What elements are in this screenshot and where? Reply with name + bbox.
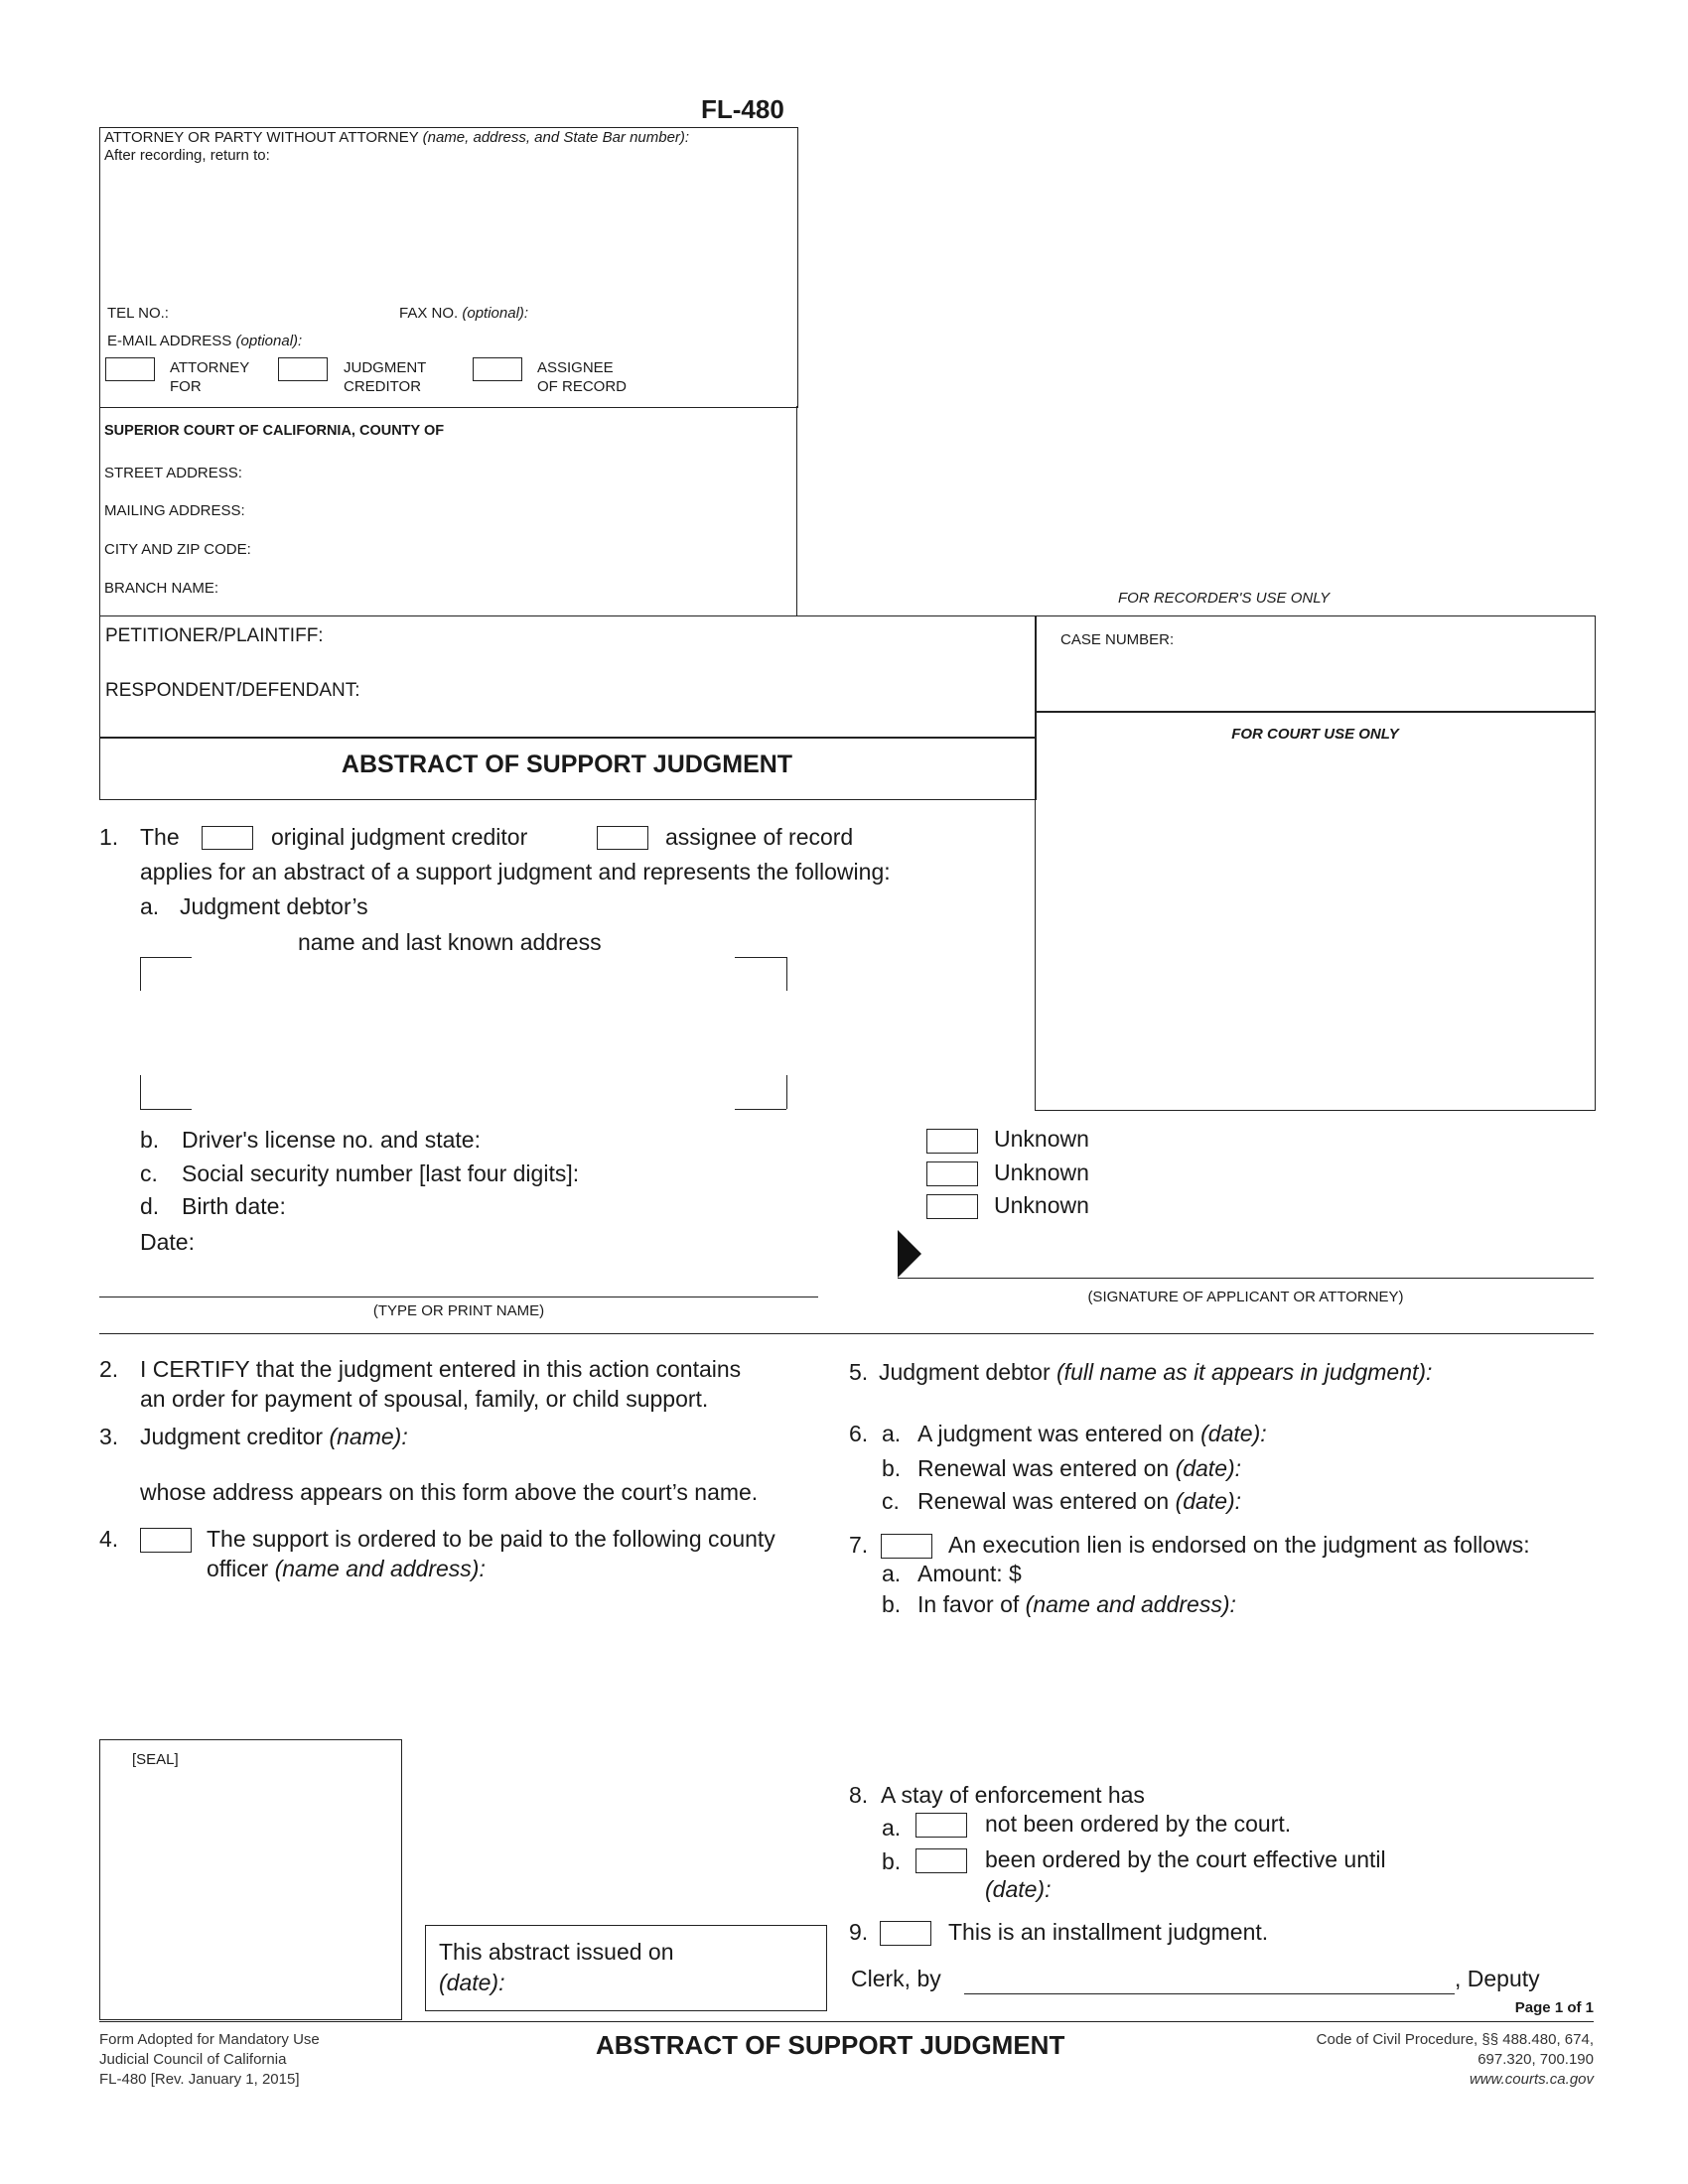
item6c-label: Renewal was entered on (date): (917, 1488, 1242, 1514)
item7a-letter: a. (882, 1561, 902, 1586)
item4-line2: officer (name and address): (207, 1556, 486, 1581)
attorney-for-label: ATTORNEY FOR (170, 359, 250, 395)
ssn-unknown-label: Unknown (994, 1160, 1089, 1185)
respondent-label: RESPONDENT/DEFENDANT: (105, 680, 360, 701)
item7b-label: In favor of (name and address): (917, 1591, 1236, 1617)
item4-line1: The support is ordered to be paid to the following county (207, 1526, 775, 1552)
court-use-box (1035, 711, 1596, 1111)
branch-name-label: BRANCH NAME: (104, 580, 219, 597)
ssn-unknown-checkbox[interactable] (926, 1161, 978, 1186)
city-zip-label: CITY AND ZIP CODE: (104, 541, 251, 558)
court-box-right (796, 406, 797, 615)
case-number-box (1035, 615, 1596, 713)
seal-label: [SEAL] (132, 1751, 179, 1768)
item5-number: 5. (849, 1359, 869, 1385)
judgment-creditor-label: JUDGMENT CREDITOR (344, 359, 427, 395)
court-use-label: FOR COURT USE ONLY (1231, 726, 1399, 743)
tel-label: TEL NO.: (107, 305, 169, 322)
item7b-letter: b. (882, 1591, 902, 1617)
license-unknown-checkbox[interactable] (926, 1129, 978, 1154)
item7-number: 7. (849, 1532, 869, 1558)
attorney-for-checkbox[interactable] (105, 357, 155, 381)
attorney-label: ATTORNEY OR PARTY WITHOUT ATTORNEY (name, address, and State Bar number): (104, 129, 690, 146)
drivers-license-label: Driver's license no. and state: (182, 1127, 481, 1153)
item3-number: 3. (99, 1424, 119, 1449)
item1a-letter: a. (140, 893, 160, 919)
original-creditor-label: original judgment creditor (271, 824, 528, 850)
date-label: Date: (140, 1229, 195, 1255)
bracket-tl-h (140, 957, 192, 958)
item9-number: 9. (849, 1919, 869, 1945)
footer-divider (99, 2021, 1594, 2022)
item3-address-text: whose address appears on this form above the court’s name. (140, 1479, 759, 1505)
judgment-creditor-checkbox[interactable] (278, 357, 328, 381)
item7a-label: Amount: $ (917, 1561, 1022, 1586)
assignee-of-record-label: ASSIGNEE OF RECORD (537, 359, 627, 395)
page-number: Page 1 of 1 (1514, 1999, 1594, 2016)
bracket-tr-h (735, 957, 786, 958)
case-number-label: CASE NUMBER: (1060, 631, 1175, 648)
bracket-br-h (735, 1109, 786, 1110)
item6-number: 6. (849, 1421, 869, 1446)
item3-label: Judgment creditor (name): (140, 1424, 408, 1449)
section-divider (99, 1333, 1594, 1334)
signature-label: (SIGNATURE OF APPLICANT OR ATTORNEY) (1087, 1289, 1404, 1305)
bracket-br-v (786, 1075, 787, 1109)
email-label: E-MAIL ADDRESS (optional): (107, 333, 303, 349)
item2-line1: I CERTIFY that the judgment entered in this action contains (140, 1356, 742, 1382)
ssn-label: Social security number [last four digits]: (182, 1160, 580, 1186)
footer-title: ABSTRACT OF SUPPORT JUDGMENT (596, 2030, 1065, 2060)
form-number: FL-480 (701, 94, 784, 124)
item6b-letter: b. (882, 1455, 902, 1481)
fax-label: FAX NO. (optional): (399, 305, 529, 322)
item8b-letter: b. (882, 1848, 902, 1874)
item5-label: Judgment debtor (full name as it appears in judgment): (879, 1359, 1433, 1385)
name-address-label: name and last known address (298, 929, 602, 955)
item8b-checkbox[interactable] (915, 1848, 967, 1873)
return-to-label: After recording, return to: (104, 147, 270, 164)
signature-arrow-icon (898, 1230, 921, 1278)
item1b-letter: b. (140, 1127, 160, 1153)
item1-number: 1. (99, 824, 119, 850)
footer-right: Code of Civil Procedure, §§ 488.480, 674, 697.320, 700.190 www.courts.ca.gov (1316, 2031, 1594, 2088)
license-unknown-label: Unknown (994, 1126, 1089, 1152)
item2-line2: an order for payment of spousal, family, or child support. (140, 1386, 709, 1412)
applies-text: applies for an abstract of a support judgment and represents the following: (140, 859, 891, 885)
item8-number: 8. (849, 1782, 869, 1808)
type-print-name-label: (TYPE OR PRINT NAME) (372, 1302, 545, 1319)
recorder-use-label: FOR RECORDER'S USE ONLY (1118, 590, 1331, 607)
assignee-of-record-checkbox[interactable] (473, 357, 522, 381)
assignee-checkbox[interactable] (597, 826, 648, 850)
item1-the: The (140, 824, 180, 850)
petitioner-label: PETITIONER/PLAINTIFF: (105, 625, 324, 646)
item4-number: 4. (99, 1526, 119, 1552)
bracket-tr-v (786, 957, 787, 991)
street-address-label: STREET ADDRESS: (104, 465, 242, 481)
bracket-bl-h (140, 1109, 192, 1110)
judgment-debtor-label: Judgment debtor’s (180, 893, 368, 919)
item2-number: 2. (99, 1356, 119, 1382)
item1c-letter: c. (140, 1160, 158, 1186)
item8a-label: not been ordered by the court. (985, 1811, 1292, 1837)
item4-checkbox[interactable] (140, 1528, 192, 1553)
item6a-letter: a. (882, 1421, 902, 1446)
clerk-label: Clerk, by (851, 1966, 941, 1991)
item6c-letter: c. (882, 1488, 900, 1514)
issued-label: This abstract issued on (439, 1939, 674, 1965)
item8a-letter: a. (882, 1815, 902, 1841)
bracket-bl-v (140, 1075, 141, 1109)
item7-label: An execution lien is endorsed on the judgment as follows: (948, 1532, 1530, 1558)
birth-unknown-checkbox[interactable] (926, 1194, 978, 1219)
birth-date-label: Birth date: (182, 1193, 286, 1219)
court-box-left (99, 406, 100, 615)
issued-date-label: (date): (439, 1970, 505, 1995)
original-creditor-checkbox[interactable] (202, 826, 253, 850)
bracket-tl-v (140, 957, 141, 991)
mailing-address-label: MAILING ADDRESS: (104, 502, 245, 519)
item9-label: This is an installment judgment. (948, 1919, 1269, 1945)
item9-checkbox[interactable] (880, 1921, 931, 1946)
deputy-label: , Deputy (1455, 1966, 1540, 1991)
seal-box (99, 1739, 402, 2020)
clerk-signature-line[interactable] (964, 1993, 1455, 1994)
item8b-label: been ordered by the court effective until (985, 1846, 1386, 1872)
footer-left: Form Adopted for Mandatory Use Judicial Council of California FL-480 [Rev. January 1, 2015] (99, 2031, 320, 2088)
court-title: SUPERIOR COURT OF CALIFORNIA, COUNTY OF (104, 423, 445, 439)
item8a-checkbox[interactable] (915, 1813, 967, 1838)
item8-label: A stay of enforcement has (881, 1782, 1145, 1808)
item8b-date-label: (date): (985, 1876, 1052, 1902)
item6b-label: Renewal was entered on (date): (917, 1455, 1242, 1481)
form-title: ABSTRACT OF SUPPORT JUDGMENT (341, 751, 793, 778)
birth-unknown-label: Unknown (994, 1192, 1089, 1218)
assignee-label: assignee of record (665, 824, 854, 850)
item7-checkbox[interactable] (881, 1534, 932, 1559)
item6a-label: A judgment was entered on (date): (917, 1421, 1267, 1446)
signature-line[interactable] (898, 1278, 1594, 1279)
item1d-letter: d. (140, 1193, 160, 1219)
